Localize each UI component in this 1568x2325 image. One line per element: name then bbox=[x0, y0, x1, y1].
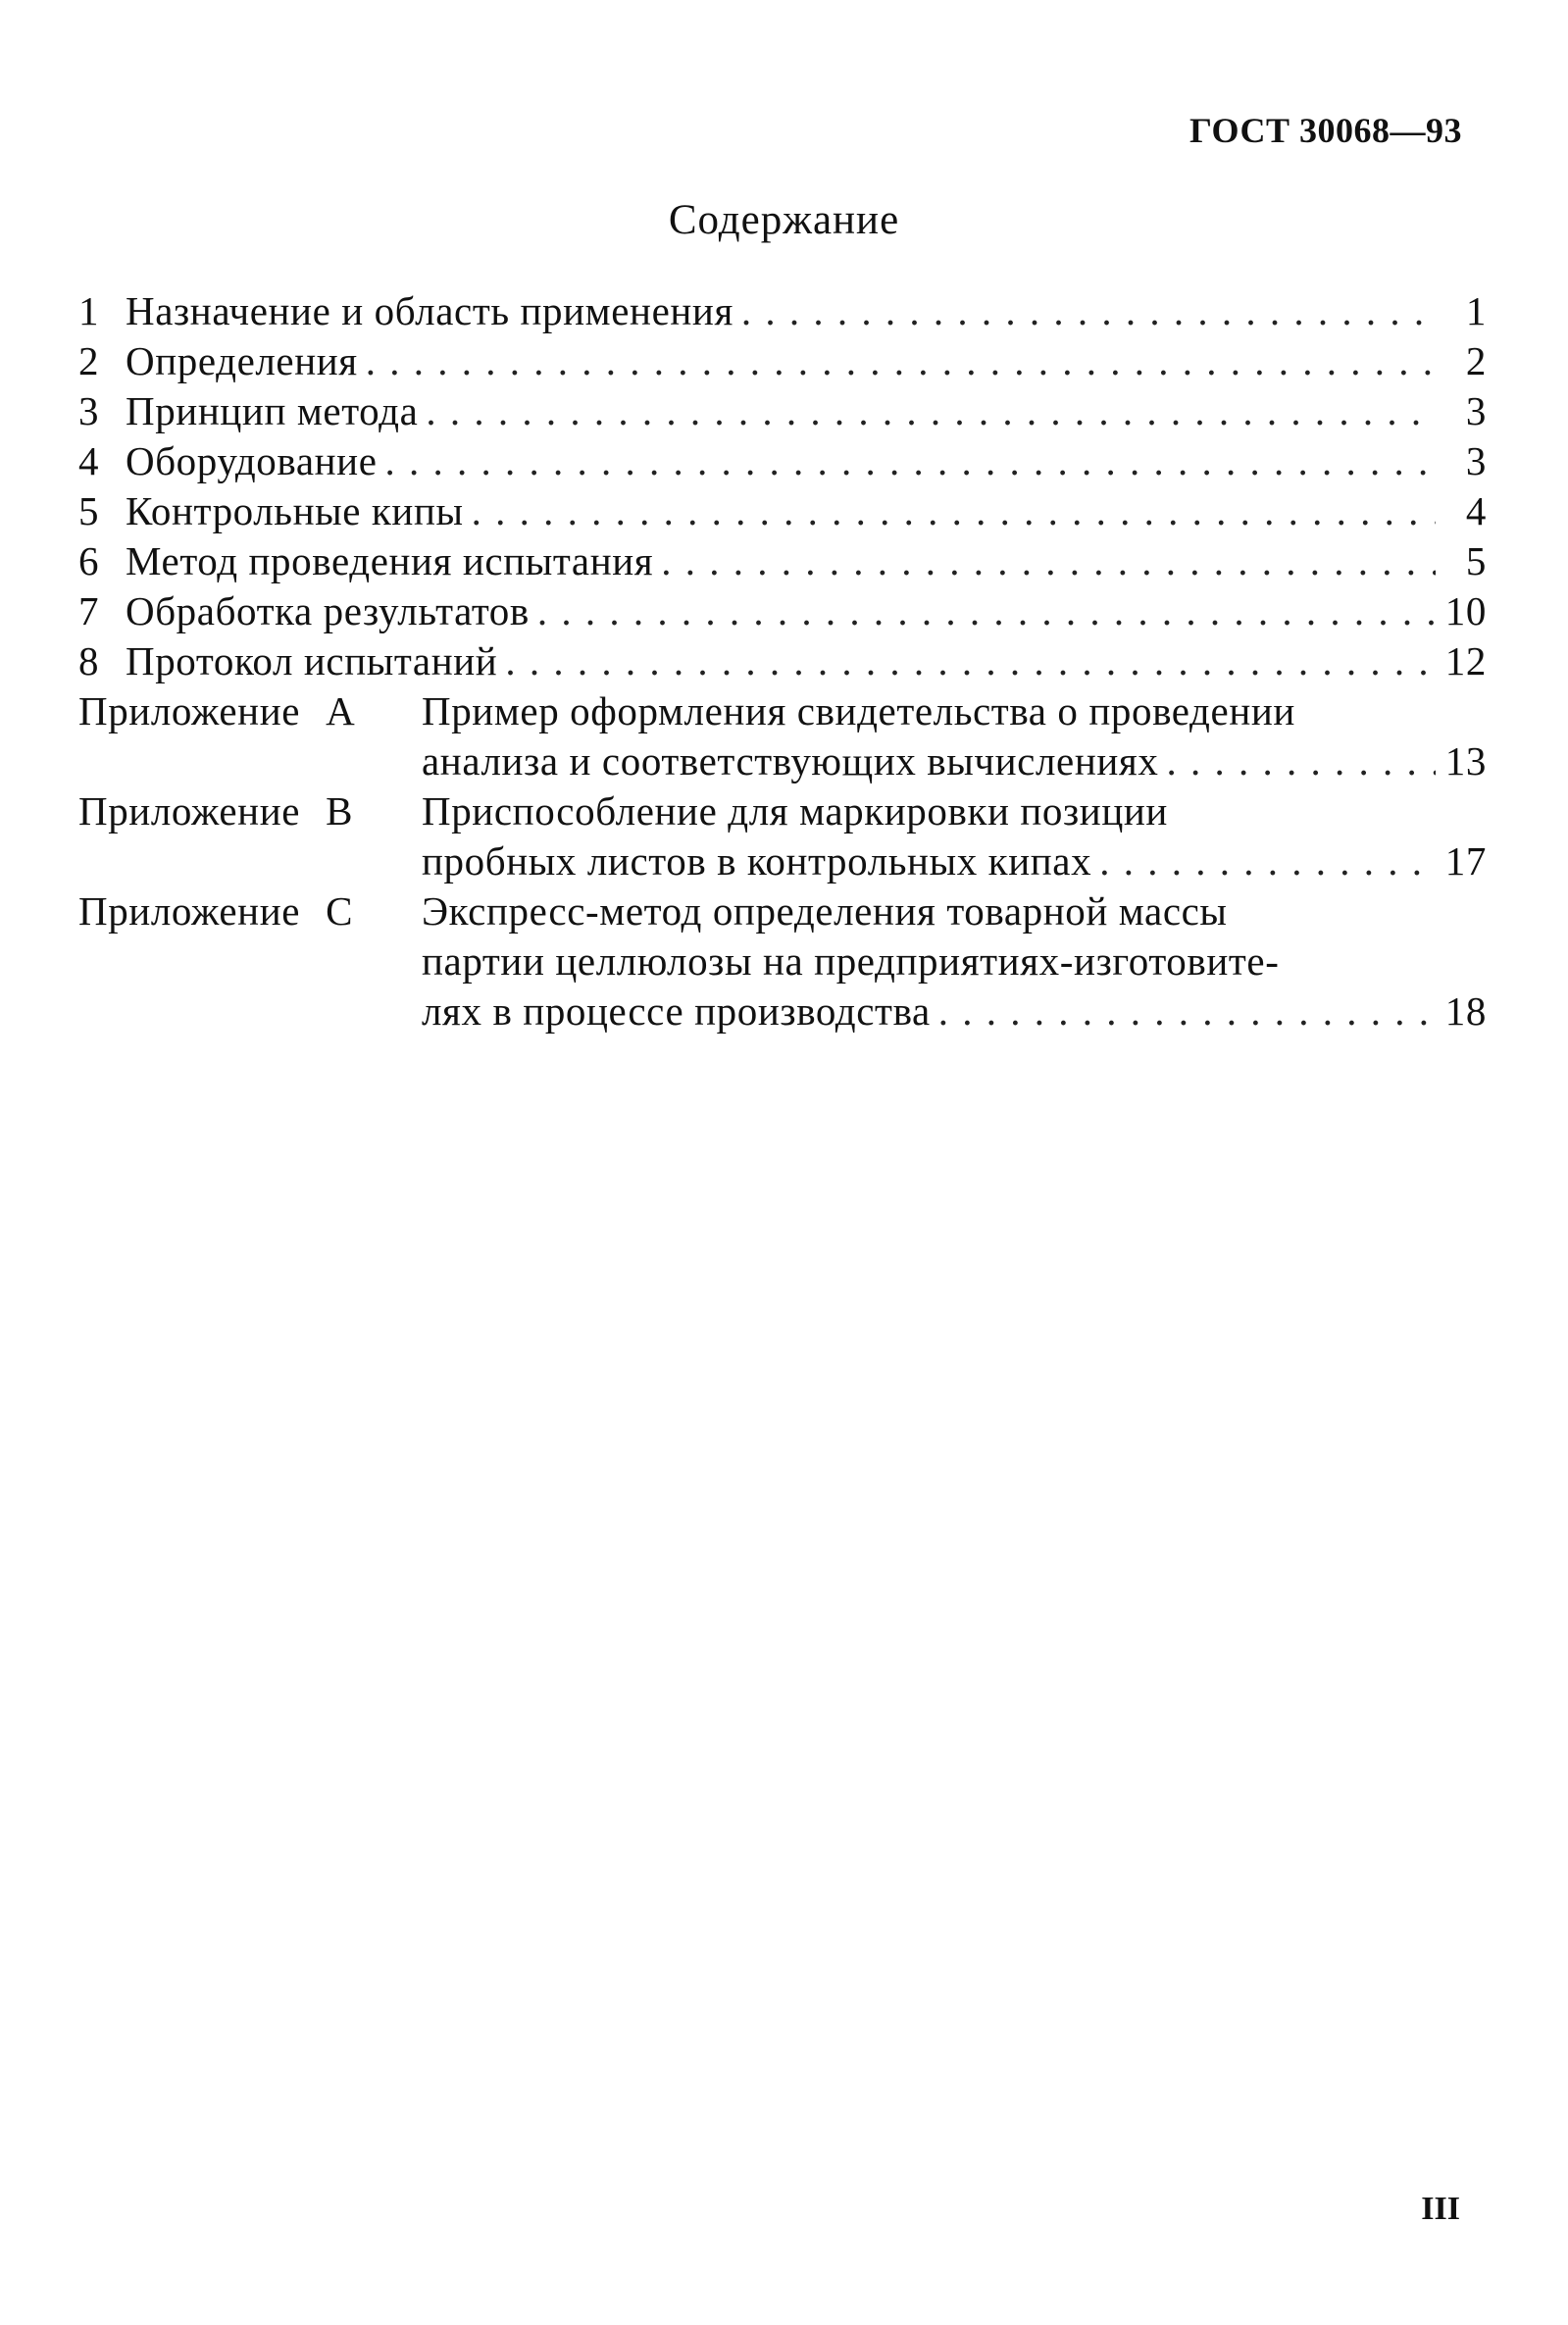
appendix-label bbox=[78, 786, 422, 836]
toc-entry-number: 6 bbox=[78, 538, 100, 583]
appendix-letter: А bbox=[326, 688, 356, 733]
toc-entry-page: 3 bbox=[1465, 388, 1487, 433]
toc-entry bbox=[78, 386, 1487, 436]
toc-appendix-entry-continued bbox=[78, 836, 1487, 886]
dot-leader bbox=[385, 436, 1436, 486]
appendix-label bbox=[78, 886, 422, 936]
toc-entry-title: Принцип метода bbox=[126, 388, 419, 433]
appendix-title-line: партии целлюлозы на предприятиях-изготовите- bbox=[422, 938, 1280, 984]
appendix-title-line: Пример оформления свидетельства о проведении bbox=[422, 688, 1295, 733]
toc-entry-page: 1 bbox=[1465, 288, 1487, 333]
toc-entry-title: Назначение и область применения bbox=[126, 288, 733, 333]
toc-appendix-entry bbox=[78, 786, 1487, 836]
toc-entry bbox=[78, 536, 1487, 586]
appendix-letter: В bbox=[326, 788, 354, 834]
toc-entry-page: 18 bbox=[1444, 988, 1487, 1034]
toc-appendix-entry-continued bbox=[78, 986, 1487, 1036]
dot-leader bbox=[472, 486, 1436, 536]
appendix-label-word: Приложение bbox=[78, 688, 301, 733]
dot-leader bbox=[741, 286, 1436, 336]
toc-entry-page: 5 bbox=[1465, 538, 1487, 583]
toc-entry-page: 17 bbox=[1444, 838, 1487, 884]
dot-leader bbox=[1166, 736, 1436, 786]
appendix-label-word: Приложение bbox=[78, 888, 301, 934]
toc-entry-number: 3 bbox=[78, 388, 100, 433]
toc-entry-title: Обработка результатов bbox=[126, 588, 530, 633]
toc-title: Содержание bbox=[668, 197, 900, 243]
page-number: III bbox=[1421, 2191, 1460, 2227]
toc-entry-title: Метод проведения испытания bbox=[126, 538, 654, 583]
toc-entry-title: Определения bbox=[126, 338, 358, 383]
toc-entry-number: 8 bbox=[78, 638, 100, 683]
appendix-label bbox=[78, 686, 422, 736]
toc-appendix-entry-continued bbox=[78, 936, 1487, 986]
appendix-title-line: пробных листов в контрольных кипах bbox=[422, 838, 1092, 884]
toc-entry-number: 2 bbox=[78, 338, 100, 383]
dot-leader bbox=[938, 986, 1436, 1036]
dot-leader bbox=[426, 386, 1436, 436]
toc-entry-title: Контрольные кипы bbox=[126, 488, 464, 533]
toc-entry-number: 4 bbox=[78, 438, 100, 483]
appendix-title-line: лях в процессе производства bbox=[422, 988, 931, 1034]
toc-entry-page: 4 bbox=[1465, 488, 1487, 533]
toc-entry-page: 12 bbox=[1444, 638, 1487, 683]
toc-entry-number: 5 bbox=[78, 488, 100, 533]
toc-entry bbox=[78, 486, 1487, 536]
toc-entry bbox=[78, 636, 1487, 686]
document-code: ГОСТ 30068—93 bbox=[1189, 111, 1462, 150]
toc-entry-number: 1 bbox=[78, 288, 100, 333]
toc-entry-page: 3 bbox=[1465, 438, 1487, 483]
toc-entry-title: Оборудование bbox=[126, 438, 378, 483]
appendix-letter: С bbox=[326, 888, 354, 934]
toc-appendix-entry bbox=[78, 686, 1487, 736]
toc-entry-number: 7 bbox=[78, 588, 100, 633]
toc-entry-page: 10 bbox=[1444, 588, 1487, 633]
toc-entry-page: 13 bbox=[1444, 738, 1487, 783]
table-of-contents bbox=[78, 286, 1487, 1036]
dot-leader bbox=[537, 586, 1436, 636]
appendix-label-word: Приложение bbox=[78, 788, 301, 834]
toc-entry bbox=[78, 586, 1487, 636]
dot-leader bbox=[661, 536, 1436, 586]
toc-entry bbox=[78, 336, 1487, 386]
toc-entry bbox=[78, 436, 1487, 486]
toc-appendix-entry bbox=[78, 886, 1487, 936]
toc-entry-page: 2 bbox=[1465, 338, 1487, 383]
toc-appendix-entry-continued bbox=[78, 736, 1487, 786]
appendix-title-line: Приспособление для маркировки позиции bbox=[422, 788, 1168, 834]
appendix-title-line: Экспресс-метод определения товарной массы bbox=[422, 888, 1228, 934]
toc-entry bbox=[78, 286, 1487, 336]
toc-entry-title: Протокол испытаний bbox=[126, 638, 498, 683]
dot-leader bbox=[505, 636, 1436, 686]
appendix-title-line: анализа и соответствующих вычислениях bbox=[422, 738, 1159, 783]
dot-leader bbox=[1099, 836, 1436, 886]
dot-leader bbox=[366, 336, 1436, 386]
